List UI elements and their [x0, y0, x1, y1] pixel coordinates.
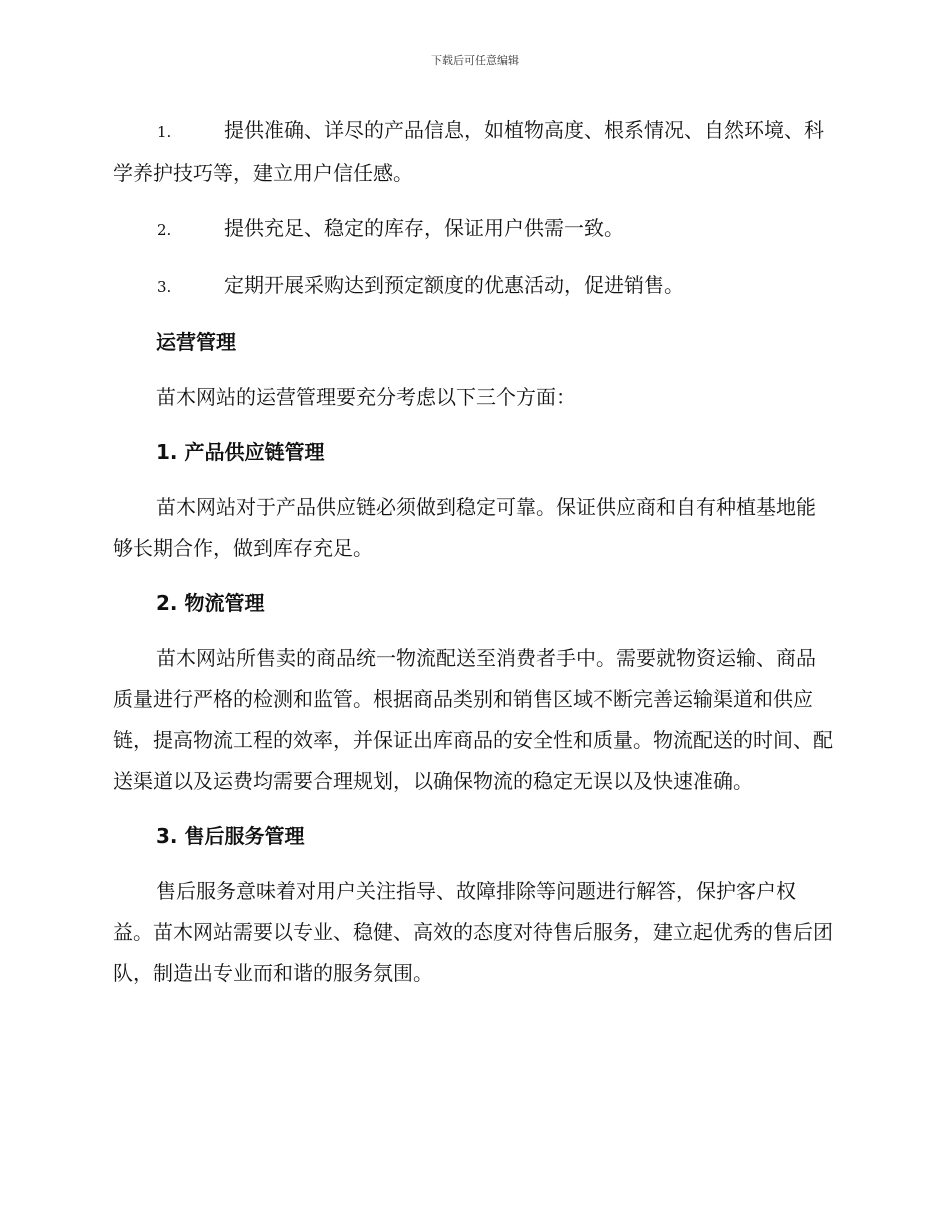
list-item-text: 提供充足、稳定的库存，保证用户供需一致。	[224, 216, 624, 240]
list-item-number: 1.	[157, 123, 172, 141]
section-intro: 苗木网站的运营管理要充分考虑以下三个方面：	[156, 385, 576, 409]
subsection-heading-supply-chain: 1. 产品供应链管理	[156, 440, 325, 464]
subsection-body-logistics: 苗木网站所售卖的商品统一物流配送至消费者手中。需要就物资运输、商品质量进行严格的检测和监管。根据商品类别和销售区域不断完善运输渠道和供应链，提高物流工程的效率，并保证出库商品的安全性和质量。物流配送的时间、配送渠道以及运费均需要合理规划，以确保物流的稳定无误以及快速准确。	[113, 646, 833, 793]
section-heading: 运营管理	[156, 330, 236, 354]
list-item-number: 2.	[157, 221, 172, 239]
subsection-body-supply-chain: 苗木网站对于产品供应链必须做到稳定可靠。保证供应商和自有种植基地能够长期合作，做到库存充足。	[113, 495, 816, 560]
document-body	[113, 110, 833, 1008]
list-item-text: 提供准确、详尽的产品信息，如植物高度、根系情况、自然环境、科学养护技巧等，建立用户信任感。	[113, 118, 824, 185]
list-item	[113, 265, 833, 308]
header-note: 下载后可任意编辑	[431, 54, 519, 67]
list-item	[113, 208, 833, 251]
list-item-number: 3.	[157, 278, 172, 296]
subsection-heading-logistics: 2. 物流管理	[156, 591, 265, 615]
list-item	[113, 110, 833, 194]
subsection-heading-after-sales: 3. 售后服务管理	[156, 824, 305, 848]
subsection-body-after-sales: 售后服务意味着对用户关注指导、故障排除等问题进行解答，保护客户权益。苗木网站需要以专业、稳健、高效的态度对待售后服务，建立起优秀的售后团队，制造出专业而和谐的服务氛围。	[113, 879, 833, 985]
list-item-text: 定期开展采购达到预定额度的优惠活动，促进销售。	[224, 273, 684, 297]
